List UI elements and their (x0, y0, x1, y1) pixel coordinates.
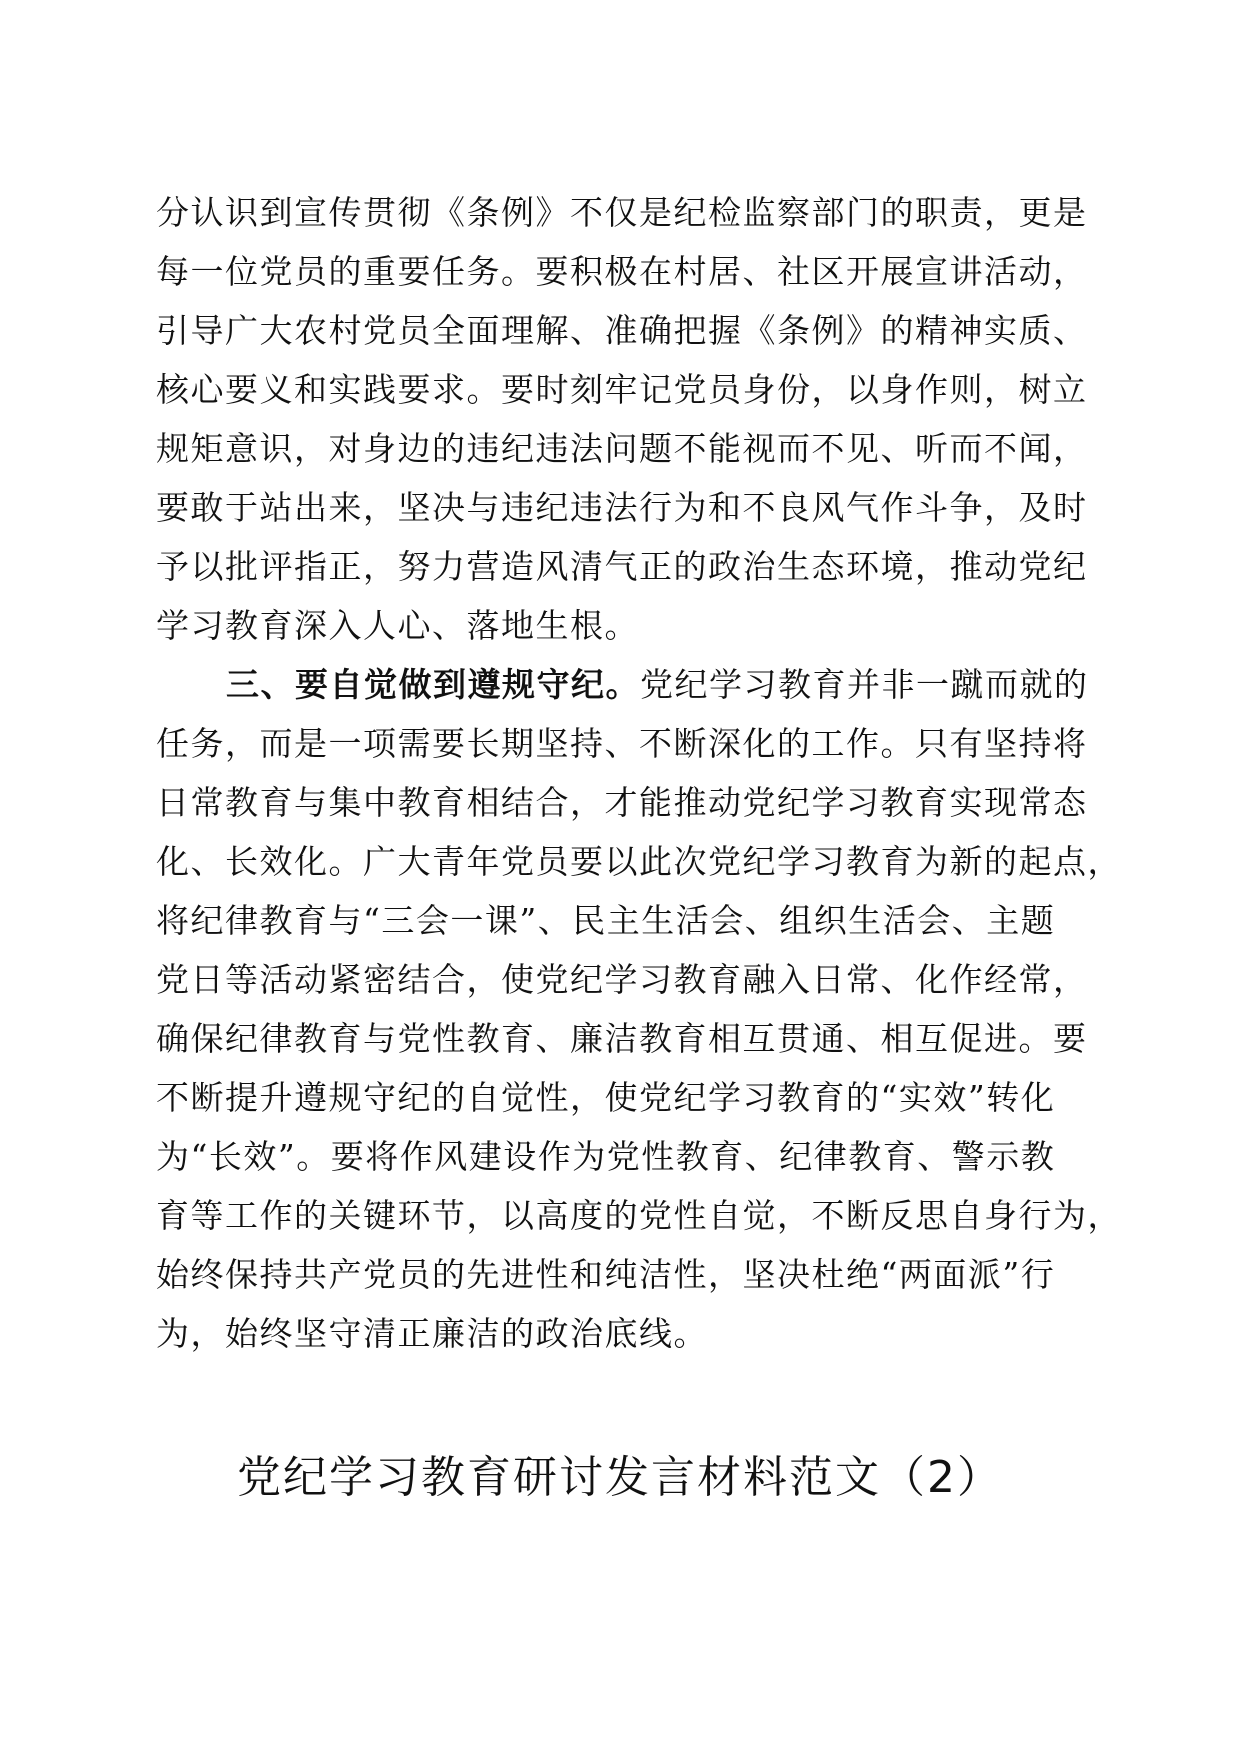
section-heading: 三、要自觉做到遵规守纪。 (226, 665, 640, 704)
text-line: 核心要义和实践要求。要时刻牢记党员身份，以身作则，树立 (156, 370, 1088, 409)
text-line: 为“长效”。要将作风建设作为党性教育、纪律教育、警示教 (156, 1137, 1056, 1176)
text-line-first (156, 655, 1089, 714)
paragraph-discipline-promotion (156, 183, 1086, 655)
text-line: 始终保持共产党员的先进性和纯洁性，坚决杜绝“两面派”行 (156, 1255, 1056, 1294)
heading-continuation: 党纪学习教育并非一蹴而就的 (640, 665, 1089, 704)
text-line: 化、长效化。广大青年党员要以此次党纪学习教育为新的起点， (156, 842, 1122, 881)
text-line: 予以批评指正，努力营造风清气正的政治生态环境，推动党纪 (156, 547, 1088, 586)
text-line: 日常教育与集中教育相结合，才能推动党纪学习教育实现常态 (156, 783, 1088, 822)
text-line: 分认识到宣传贯彻《条例》不仅是纪检监察部门的职责，更是 (156, 193, 1088, 232)
paragraph-section-three (156, 655, 1122, 1363)
section-title: 党纪学习教育研讨发言材料范文（2） (237, 1452, 1003, 1503)
text-line: 任务，而是一项需要长期坚持、不断深化的工作。只有坚持将 (156, 724, 1088, 763)
text-line: 确保纪律教育与党性教育、廉洁教育相互贯通、相互促进。要 (156, 1019, 1088, 1058)
text-line: 不断提升遵规守纪的自觉性，使党纪学习教育的“实效”转化 (156, 1078, 1056, 1117)
text-line: 将纪律教育与“三会一课”、民主生活会、组织生活会、主题 (156, 901, 1056, 940)
text-line: 引导广大农村党员全面理解、准确把握《条例》的精神实质、 (156, 311, 1088, 350)
text-line: 为，始终坚守清正廉洁的政治底线。 (156, 1314, 708, 1353)
text-line: 每一位党员的重要任务。要积极在村居、社区开展宣讲活动， (156, 252, 1088, 291)
text-line: 要敢于站出来，坚决与违纪违法行为和不良风气作斗争，及时 (156, 488, 1088, 527)
text-line: 学习教育深入人心、落地生根。 (156, 606, 639, 645)
text-line: 党日等活动紧密结合，使党纪学习教育融入日常、化作经常， (156, 960, 1088, 999)
text-line: 规矩意识，对身边的违纪违法问题不能视而不见、听而不闻， (156, 429, 1088, 468)
text-line: 育等工作的关键环节，以高度的党性自觉，不断反思自身行为， (156, 1196, 1122, 1235)
